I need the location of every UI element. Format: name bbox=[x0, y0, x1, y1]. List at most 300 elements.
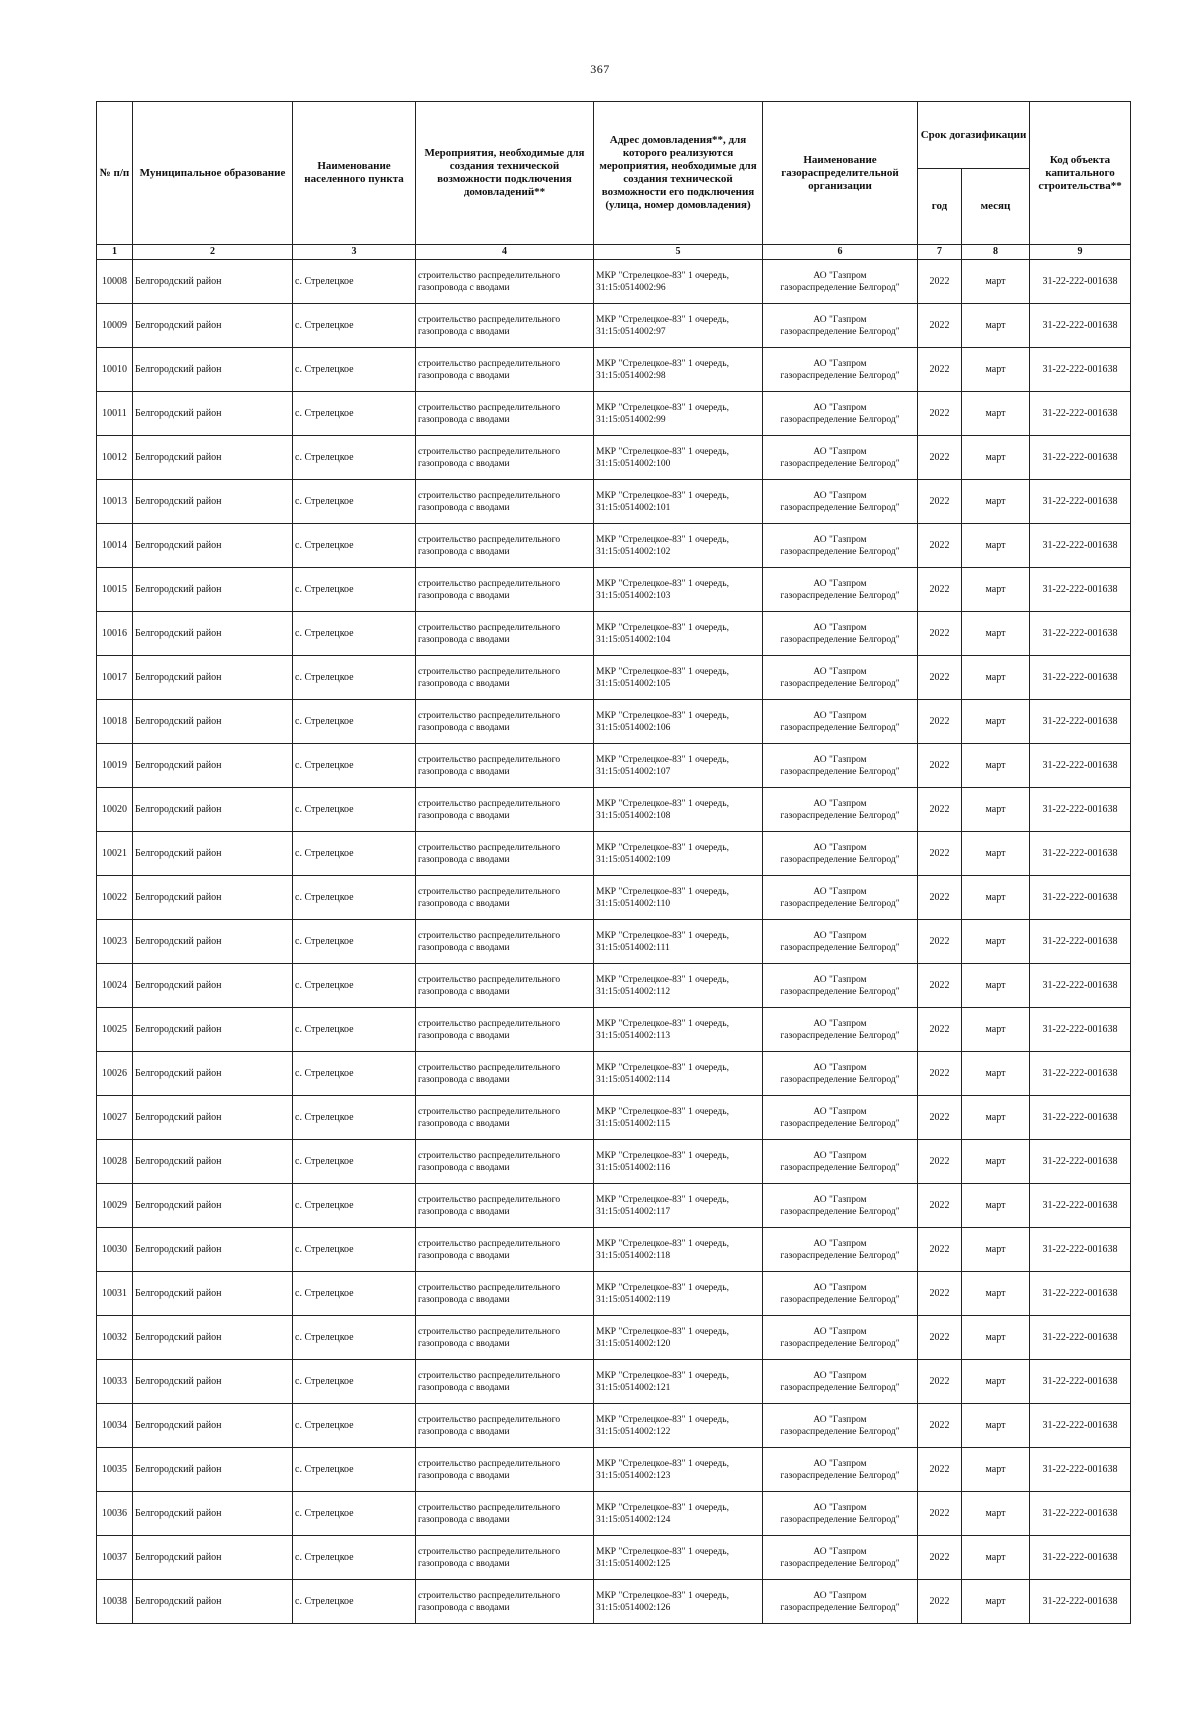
cell-settlement: с. Стрелецкое bbox=[293, 392, 416, 436]
cell-municipality: Белгородский район bbox=[133, 788, 293, 832]
cell-organization bbox=[763, 1008, 918, 1052]
activities-line-1: строительство распределительного bbox=[418, 1370, 561, 1381]
cell-num: 10032 bbox=[97, 1316, 133, 1360]
cell-municipality: Белгородский район bbox=[133, 1228, 293, 1272]
table-row bbox=[97, 1580, 1131, 1624]
cell-address bbox=[594, 1360, 763, 1404]
cell-municipality: Белгородский район bbox=[133, 1580, 293, 1624]
cell-year: 2022 bbox=[918, 744, 962, 788]
organization-line-1: АО "Газпром bbox=[813, 1062, 867, 1073]
cell-year: 2022 bbox=[918, 964, 962, 1008]
cell-year: 2022 bbox=[918, 480, 962, 524]
organization-line-1: АО "Газпром bbox=[813, 1590, 867, 1601]
cell-year: 2022 bbox=[918, 612, 962, 656]
cell-address bbox=[594, 612, 763, 656]
cell-num: 10012 bbox=[97, 436, 133, 480]
organization-line-1: АО "Газпром bbox=[813, 754, 867, 765]
cell-code: 31-22-222-001638 bbox=[1030, 1272, 1131, 1316]
organization-line-2: газораспределение Белгород" bbox=[780, 282, 900, 293]
cell-address bbox=[594, 700, 763, 744]
table-row bbox=[97, 348, 1131, 392]
header-num: № п/п bbox=[97, 102, 133, 245]
address-line-1: МКР "Стрелецкое-83" 1 очередь, bbox=[596, 578, 729, 589]
cell-month: март bbox=[962, 656, 1030, 700]
cell-code: 31-22-222-001638 bbox=[1030, 1580, 1131, 1624]
organization-line-2: газораспределение Белгород" bbox=[780, 458, 900, 469]
header-year: год bbox=[918, 169, 962, 245]
cell-activities bbox=[416, 568, 594, 612]
organization-line-1: АО "Газпром bbox=[813, 534, 867, 545]
activities-line-1: строительство распределительного bbox=[418, 1018, 561, 1029]
cell-organization bbox=[763, 524, 918, 568]
cell-month: март bbox=[962, 1272, 1030, 1316]
table-row bbox=[97, 656, 1131, 700]
activities-line-2: газопровода с вводами bbox=[418, 502, 510, 513]
organization-line-1: АО "Газпром bbox=[813, 1194, 867, 1205]
table-row bbox=[97, 568, 1131, 612]
cell-year: 2022 bbox=[918, 1316, 962, 1360]
cell-year: 2022 bbox=[918, 1404, 962, 1448]
cell-municipality: Белгородский район bbox=[133, 1008, 293, 1052]
column-number: 7 bbox=[918, 245, 962, 260]
address-line-2: 31:15:0514002:124 bbox=[596, 1514, 671, 1525]
activities-line-1: строительство распределительного bbox=[418, 1546, 561, 1557]
cell-organization bbox=[763, 1272, 918, 1316]
cell-activities bbox=[416, 656, 594, 700]
organization-line-2: газораспределение Белгород" bbox=[780, 1338, 900, 1349]
cell-activities bbox=[416, 1536, 594, 1580]
address-line-1: МКР "Стрелецкое-83" 1 очередь, bbox=[596, 842, 729, 853]
organization-line-2: газораспределение Белгород" bbox=[780, 1030, 900, 1041]
cell-code: 31-22-222-001638 bbox=[1030, 436, 1131, 480]
address-line-2: 31:15:0514002:119 bbox=[596, 1294, 671, 1305]
cell-month: март bbox=[962, 832, 1030, 876]
cell-organization bbox=[763, 700, 918, 744]
cell-organization bbox=[763, 1448, 918, 1492]
organization-line-1: АО "Газпром bbox=[813, 1370, 867, 1381]
cell-settlement: с. Стрелецкое bbox=[293, 260, 416, 304]
organization-line-1: АО "Газпром bbox=[813, 402, 867, 413]
cell-organization bbox=[763, 744, 918, 788]
organization-line-2: газораспределение Белгород" bbox=[780, 1470, 900, 1481]
cell-code: 31-22-222-001638 bbox=[1030, 1184, 1131, 1228]
cell-num: 10016 bbox=[97, 612, 133, 656]
cell-address bbox=[594, 1404, 763, 1448]
cell-month: март bbox=[962, 436, 1030, 480]
cell-year: 2022 bbox=[918, 348, 962, 392]
column-number-row bbox=[97, 245, 1131, 260]
cell-code: 31-22-222-001638 bbox=[1030, 1492, 1131, 1536]
activities-line-2: газопровода с вводами bbox=[418, 546, 510, 557]
table-row bbox=[97, 524, 1131, 568]
cell-year: 2022 bbox=[918, 1272, 962, 1316]
cell-year: 2022 bbox=[918, 1140, 962, 1184]
activities-line-1: строительство распределительного bbox=[418, 1106, 561, 1117]
address-line-2: 31:15:0514002:125 bbox=[596, 1558, 671, 1569]
table-row bbox=[97, 1316, 1131, 1360]
organization-line-2: газораспределение Белгород" bbox=[780, 1558, 900, 1569]
cell-activities bbox=[416, 1052, 594, 1096]
address-line-1: МКР "Стрелецкое-83" 1 очередь, bbox=[596, 1458, 729, 1469]
address-line-2: 31:15:0514002:117 bbox=[596, 1206, 671, 1217]
table-row bbox=[97, 1492, 1131, 1536]
activities-line-1: строительство распределительного bbox=[418, 1458, 561, 1469]
cell-activities bbox=[416, 1140, 594, 1184]
address-line-2: 31:15:0514002:106 bbox=[596, 722, 671, 733]
cell-organization bbox=[763, 348, 918, 392]
table-row bbox=[97, 260, 1131, 304]
table-row bbox=[97, 1536, 1131, 1580]
header-address: Адрес домовладения**, для которого реализуются мероприятия, необходимые для создания технической возможности его подключения (улица, номер домовладения) bbox=[594, 102, 763, 245]
cell-year: 2022 bbox=[918, 920, 962, 964]
activities-line-1: строительство распределительного bbox=[418, 578, 561, 589]
cell-num: 10029 bbox=[97, 1184, 133, 1228]
cell-month: март bbox=[962, 1184, 1030, 1228]
cell-month: март bbox=[962, 1448, 1030, 1492]
cell-num: 10014 bbox=[97, 524, 133, 568]
cell-address bbox=[594, 348, 763, 392]
cell-activities bbox=[416, 612, 594, 656]
cell-activities bbox=[416, 832, 594, 876]
address-line-2: 31:15:0514002:101 bbox=[596, 502, 671, 513]
address-line-1: МКР "Стрелецкое-83" 1 очередь, bbox=[596, 798, 729, 809]
address-line-2: 31:15:0514002:108 bbox=[596, 810, 671, 821]
table-row bbox=[97, 700, 1131, 744]
cell-code: 31-22-222-001638 bbox=[1030, 964, 1131, 1008]
cell-address bbox=[594, 964, 763, 1008]
column-number: 8 bbox=[962, 245, 1030, 260]
cell-organization bbox=[763, 1184, 918, 1228]
cell-activities bbox=[416, 700, 594, 744]
cell-month: март bbox=[962, 1052, 1030, 1096]
table-row bbox=[97, 1184, 1131, 1228]
cell-num: 10033 bbox=[97, 1360, 133, 1404]
address-line-1: МКР "Стрелецкое-83" 1 очередь, bbox=[596, 1590, 729, 1601]
cell-num: 10031 bbox=[97, 1272, 133, 1316]
address-line-1: МКР "Стрелецкое-83" 1 очередь, bbox=[596, 1194, 729, 1205]
cell-settlement: с. Стрелецкое bbox=[293, 1360, 416, 1404]
header-month: месяц bbox=[962, 169, 1030, 245]
address-line-1: МКР "Стрелецкое-83" 1 очередь, bbox=[596, 1150, 729, 1161]
address-line-2: 31:15:0514002:98 bbox=[596, 370, 666, 381]
activities-line-2: газопровода с вводами bbox=[418, 414, 510, 425]
organization-line-1: АО "Газпром bbox=[813, 270, 867, 281]
organization-line-2: газораспределение Белгород" bbox=[780, 502, 900, 513]
cell-settlement: с. Стрелецкое bbox=[293, 1580, 416, 1624]
cell-year: 2022 bbox=[918, 568, 962, 612]
cell-settlement: с. Стрелецкое bbox=[293, 1448, 416, 1492]
table-row bbox=[97, 920, 1131, 964]
activities-line-2: газопровода с вводами bbox=[418, 1030, 510, 1041]
cell-year: 2022 bbox=[918, 656, 962, 700]
cell-code: 31-22-222-001638 bbox=[1030, 1448, 1131, 1492]
cell-organization bbox=[763, 788, 918, 832]
address-line-1: МКР "Стрелецкое-83" 1 очередь, bbox=[596, 1502, 729, 1513]
cell-activities bbox=[416, 1272, 594, 1316]
cell-num: 10018 bbox=[97, 700, 133, 744]
address-line-2: 31:15:0514002:123 bbox=[596, 1470, 671, 1481]
address-line-1: МКР "Стрелецкое-83" 1 очередь, bbox=[596, 1370, 729, 1381]
organization-line-1: АО "Газпром bbox=[813, 798, 867, 809]
organization-line-2: газораспределение Белгород" bbox=[780, 1162, 900, 1173]
cell-activities bbox=[416, 1448, 594, 1492]
cell-month: март bbox=[962, 348, 1030, 392]
cell-year: 2022 bbox=[918, 392, 962, 436]
organization-line-2: газораспределение Белгород" bbox=[780, 1602, 900, 1613]
address-line-1: МКР "Стрелецкое-83" 1 очередь, bbox=[596, 314, 729, 325]
cell-activities bbox=[416, 876, 594, 920]
table-row bbox=[97, 1448, 1131, 1492]
organization-line-2: газораспределение Белгород" bbox=[780, 370, 900, 381]
activities-line-2: газопровода с вводами bbox=[418, 1118, 510, 1129]
address-line-2: 31:15:0514002:113 bbox=[596, 1030, 671, 1041]
cell-activities bbox=[416, 920, 594, 964]
header-code: Код объекта капитального строительства** bbox=[1030, 102, 1131, 245]
table-row bbox=[97, 744, 1131, 788]
cell-year: 2022 bbox=[918, 1492, 962, 1536]
organization-line-2: газораспределение Белгород" bbox=[780, 854, 900, 865]
cell-activities bbox=[416, 1492, 594, 1536]
cell-num: 10008 bbox=[97, 260, 133, 304]
cell-organization bbox=[763, 436, 918, 480]
cell-address bbox=[594, 392, 763, 436]
address-line-2: 31:15:0514002:112 bbox=[596, 986, 671, 997]
cell-year: 2022 bbox=[918, 832, 962, 876]
cell-address bbox=[594, 1096, 763, 1140]
address-line-2: 31:15:0514002:121 bbox=[596, 1382, 671, 1393]
cell-municipality: Белгородский район bbox=[133, 612, 293, 656]
cell-organization bbox=[763, 612, 918, 656]
table-row bbox=[97, 1052, 1131, 1096]
cell-municipality: Белгородский район bbox=[133, 964, 293, 1008]
cell-settlement: с. Стрелецкое bbox=[293, 568, 416, 612]
table-row bbox=[97, 1404, 1131, 1448]
cell-organization bbox=[763, 876, 918, 920]
cell-settlement: с. Стрелецкое bbox=[293, 1008, 416, 1052]
cell-organization bbox=[763, 1404, 918, 1448]
cell-organization bbox=[763, 1140, 918, 1184]
cell-municipality: Белгородский район bbox=[133, 568, 293, 612]
cell-year: 2022 bbox=[918, 1580, 962, 1624]
cell-address bbox=[594, 1492, 763, 1536]
activities-line-2: газопровода с вводами bbox=[418, 634, 510, 645]
address-line-2: 31:15:0514002:126 bbox=[596, 1602, 671, 1613]
cell-month: март bbox=[962, 1492, 1030, 1536]
address-line-1: МКР "Стрелецкое-83" 1 очередь, bbox=[596, 974, 729, 985]
activities-line-1: строительство распределительного bbox=[418, 1414, 561, 1425]
activities-line-2: газопровода с вводами bbox=[418, 942, 510, 953]
activities-line-2: газопровода с вводами bbox=[418, 370, 510, 381]
cell-settlement: с. Стрелецкое bbox=[293, 1228, 416, 1272]
cell-code: 31-22-222-001638 bbox=[1030, 480, 1131, 524]
cell-num: 10028 bbox=[97, 1140, 133, 1184]
address-line-2: 31:15:0514002:97 bbox=[596, 326, 666, 337]
cell-activities bbox=[416, 392, 594, 436]
address-line-1: МКР "Стрелецкое-83" 1 очередь, bbox=[596, 270, 729, 281]
activities-line-2: газопровода с вводами bbox=[418, 282, 510, 293]
cell-settlement: с. Стрелецкое bbox=[293, 612, 416, 656]
cell-organization bbox=[763, 1228, 918, 1272]
cell-num: 10030 bbox=[97, 1228, 133, 1272]
cell-year: 2022 bbox=[918, 1228, 962, 1272]
cell-code: 31-22-222-001638 bbox=[1030, 788, 1131, 832]
organization-line-2: газораспределение Белгород" bbox=[780, 678, 900, 689]
cell-year: 2022 bbox=[918, 304, 962, 348]
activities-line-2: газопровода с вводами bbox=[418, 1162, 510, 1173]
activities-line-2: газопровода с вводами bbox=[418, 1382, 510, 1393]
cell-month: март bbox=[962, 260, 1030, 304]
cell-settlement: с. Стрелецкое bbox=[293, 436, 416, 480]
cell-activities bbox=[416, 1096, 594, 1140]
cell-settlement: с. Стрелецкое bbox=[293, 1272, 416, 1316]
address-line-1: МКР "Стрелецкое-83" 1 очередь, bbox=[596, 1326, 729, 1337]
organization-line-1: АО "Газпром bbox=[813, 842, 867, 853]
cell-year: 2022 bbox=[918, 1448, 962, 1492]
cell-month: март bbox=[962, 876, 1030, 920]
organization-line-2: газораспределение Белгород" bbox=[780, 414, 900, 425]
activities-line-1: строительство распределительного bbox=[418, 666, 561, 677]
cell-code: 31-22-222-001638 bbox=[1030, 568, 1131, 612]
activities-line-1: строительство распределительного bbox=[418, 402, 561, 413]
cell-month: март bbox=[962, 480, 1030, 524]
table-row bbox=[97, 1360, 1131, 1404]
cell-municipality: Белгородский район bbox=[133, 1448, 293, 1492]
activities-line-1: строительство распределительного bbox=[418, 314, 561, 325]
cell-month: март bbox=[962, 788, 1030, 832]
cell-month: март bbox=[962, 1008, 1030, 1052]
cell-num: 10023 bbox=[97, 920, 133, 964]
address-line-1: МКР "Стрелецкое-83" 1 очередь, bbox=[596, 1414, 729, 1425]
activities-line-1: строительство распределительного bbox=[418, 358, 561, 369]
cell-code: 31-22-222-001638 bbox=[1030, 1228, 1131, 1272]
cell-address bbox=[594, 1228, 763, 1272]
activities-line-1: строительство распределительного bbox=[418, 1194, 561, 1205]
activities-line-1: строительство распределительного bbox=[418, 754, 561, 765]
cell-num: 10036 bbox=[97, 1492, 133, 1536]
cell-year: 2022 bbox=[918, 1052, 962, 1096]
activities-line-2: газопровода с вводами bbox=[418, 590, 510, 601]
organization-line-2: газораспределение Белгород" bbox=[780, 810, 900, 821]
address-line-1: МКР "Стрелецкое-83" 1 очередь, bbox=[596, 1282, 729, 1293]
cell-year: 2022 bbox=[918, 436, 962, 480]
address-line-1: МКР "Стрелецкое-83" 1 очередь, bbox=[596, 446, 729, 457]
cell-settlement: с. Стрелецкое bbox=[293, 1404, 416, 1448]
cell-num: 10009 bbox=[97, 304, 133, 348]
table-row bbox=[97, 1272, 1131, 1316]
address-line-2: 31:15:0514002:120 bbox=[596, 1338, 671, 1349]
cell-organization bbox=[763, 1580, 918, 1624]
address-line-1: МКР "Стрелецкое-83" 1 очередь, bbox=[596, 1238, 729, 1249]
activities-line-2: газопровода с вводами bbox=[418, 1250, 510, 1261]
table-row bbox=[97, 392, 1131, 436]
cell-address bbox=[594, 744, 763, 788]
address-line-1: МКР "Стрелецкое-83" 1 очередь, bbox=[596, 886, 729, 897]
cell-organization bbox=[763, 1536, 918, 1580]
header-deadline: Срок догазификации bbox=[918, 102, 1030, 169]
cell-code: 31-22-222-001638 bbox=[1030, 920, 1131, 964]
organization-line-1: АО "Газпром bbox=[813, 1238, 867, 1249]
organization-line-1: АО "Газпром bbox=[813, 622, 867, 633]
cell-settlement: с. Стрелецкое bbox=[293, 1316, 416, 1360]
cell-settlement: с. Стрелецкое bbox=[293, 788, 416, 832]
cell-code: 31-22-222-001638 bbox=[1030, 744, 1131, 788]
cell-municipality: Белгородский район bbox=[133, 1536, 293, 1580]
cell-activities bbox=[416, 788, 594, 832]
activities-line-1: строительство распределительного bbox=[418, 534, 561, 545]
table-row bbox=[97, 304, 1131, 348]
cell-num: 10026 bbox=[97, 1052, 133, 1096]
cell-settlement: с. Стрелецкое bbox=[293, 1052, 416, 1096]
column-number: 5 bbox=[594, 245, 763, 260]
activities-line-1: строительство распределительного bbox=[418, 798, 561, 809]
cell-code: 31-22-222-001638 bbox=[1030, 1316, 1131, 1360]
cell-address bbox=[594, 480, 763, 524]
cell-month: март bbox=[962, 304, 1030, 348]
activities-line-2: газопровода с вводами bbox=[418, 326, 510, 337]
cell-code: 31-22-222-001638 bbox=[1030, 1052, 1131, 1096]
address-line-1: МКР "Стрелецкое-83" 1 очередь, bbox=[596, 534, 729, 545]
cell-month: март bbox=[962, 1404, 1030, 1448]
cell-address bbox=[594, 1580, 763, 1624]
cell-address bbox=[594, 1272, 763, 1316]
organization-line-1: АО "Газпром bbox=[813, 930, 867, 941]
cell-year: 2022 bbox=[918, 524, 962, 568]
activities-line-1: строительство распределительного bbox=[418, 1150, 561, 1161]
activities-line-1: строительство распределительного bbox=[418, 1326, 561, 1337]
address-line-2: 31:15:0514002:103 bbox=[596, 590, 671, 601]
activities-line-1: строительство распределительного bbox=[418, 1062, 561, 1073]
cell-activities bbox=[416, 1404, 594, 1448]
activities-line-1: строительство распределительного bbox=[418, 446, 561, 457]
activities-line-1: строительство распределительного bbox=[418, 490, 561, 501]
cell-code: 31-22-222-001638 bbox=[1030, 1096, 1131, 1140]
cell-activities bbox=[416, 1184, 594, 1228]
cell-num: 10025 bbox=[97, 1008, 133, 1052]
page-number: 367 bbox=[590, 62, 610, 76]
activities-line-2: газопровода с вводами bbox=[418, 854, 510, 865]
cell-organization bbox=[763, 1052, 918, 1096]
address-line-2: 31:15:0514002:105 bbox=[596, 678, 671, 689]
cell-activities bbox=[416, 260, 594, 304]
cell-code: 31-22-222-001638 bbox=[1030, 1536, 1131, 1580]
cell-address bbox=[594, 1140, 763, 1184]
organization-line-2: газораспределение Белгород" bbox=[780, 942, 900, 953]
cell-year: 2022 bbox=[918, 1008, 962, 1052]
activities-line-2: газопровода с вводами bbox=[418, 722, 510, 733]
cell-month: март bbox=[962, 1096, 1030, 1140]
cell-month: март bbox=[962, 1580, 1030, 1624]
cell-num: 10038 bbox=[97, 1580, 133, 1624]
cell-activities bbox=[416, 1008, 594, 1052]
header-settlement: Наименование населенного пункта bbox=[293, 102, 416, 245]
activities-line-1: строительство распределительного bbox=[418, 1502, 561, 1513]
address-line-1: МКР "Стрелецкое-83" 1 очередь, bbox=[596, 1018, 729, 1029]
cell-address bbox=[594, 920, 763, 964]
organization-line-1: АО "Газпром bbox=[813, 578, 867, 589]
cell-organization bbox=[763, 260, 918, 304]
cell-organization bbox=[763, 568, 918, 612]
cell-settlement: с. Стрелецкое bbox=[293, 964, 416, 1008]
address-line-2: 31:15:0514002:99 bbox=[596, 414, 666, 425]
table-row bbox=[97, 876, 1131, 920]
cell-settlement: с. Стрелецкое bbox=[293, 656, 416, 700]
activities-line-1: строительство распределительного bbox=[418, 270, 561, 281]
cell-month: март bbox=[962, 612, 1030, 656]
cell-num: 10022 bbox=[97, 876, 133, 920]
activities-line-1: строительство распределительного bbox=[418, 930, 561, 941]
activities-line-2: газопровода с вводами bbox=[418, 810, 510, 821]
cell-code: 31-22-222-001638 bbox=[1030, 392, 1131, 436]
